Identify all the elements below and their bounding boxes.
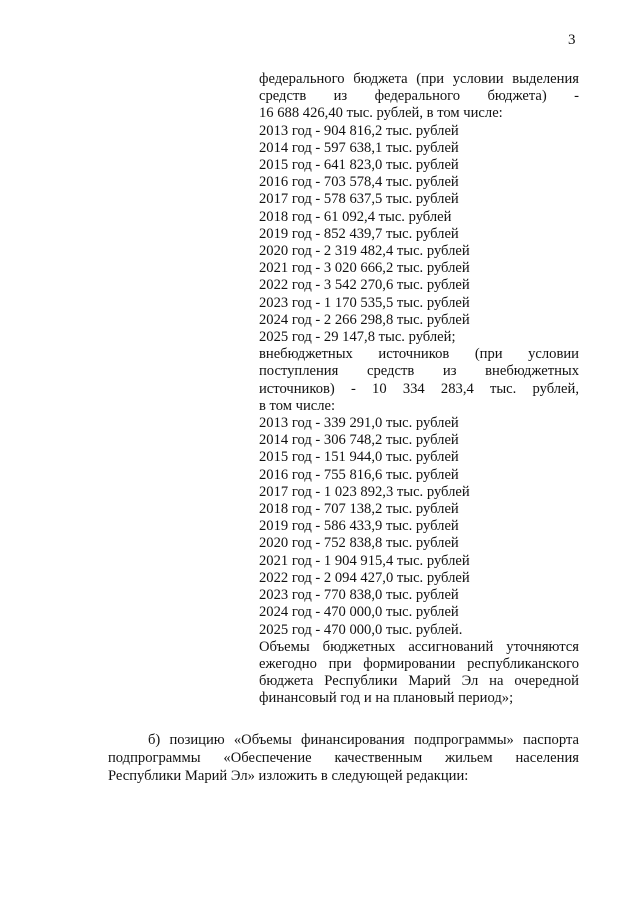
federal-year-2022: 2022 год - 3 542 270,6 тыс. рублей <box>259 277 470 294</box>
page-number: 3 <box>568 32 576 48</box>
extrabudget-year-2013: 2013 год - 339 291,0 тыс. рублей <box>259 415 459 432</box>
funding-column <box>259 71 579 708</box>
text-line: б) позицию «Объемы финансирования подпрограммы» паспорта <box>148 732 579 748</box>
federal-year-2024: 2024 год - 2 266 298,8 тыс. рублей <box>259 311 470 328</box>
federal-year-2021: 2021 год - 3 020 666,2 тыс. рублей <box>259 260 470 277</box>
text-line: средств из федерального бюджета) - <box>259 88 579 105</box>
text-line: источников) - 10 334 283,4 тыс. рублей, <box>259 380 579 397</box>
text-line: финансовый год и на плановый период»; <box>259 690 514 707</box>
text-line: федерального бюджета (при условии выделения <box>259 71 579 87</box>
federal-year-2020: 2020 год - 2 319 482,4 тыс. рублей <box>259 243 470 260</box>
extrabudget-year-2024: 2024 год - 470 000,0 тыс. рублей <box>259 604 459 621</box>
federal-year-2014: 2014 год - 597 638,1 тыс. рублей <box>259 139 459 156</box>
extrabudget-year-2018: 2018 год - 707 138,2 тыс. рублей <box>259 501 459 518</box>
text-line: подпрограммы «Обеспечение качественным жильем населения <box>108 749 579 766</box>
text-line: внебюджетных источников (при условии <box>259 346 579 363</box>
text-line: бюджета Республики Марий Эл на очередной <box>259 673 579 690</box>
federal-year-2017: 2017 год - 578 637,5 тыс. рублей <box>259 191 459 208</box>
federal-year-2015: 2015 год - 641 823,0 тыс. рублей <box>259 157 459 174</box>
extrabudget-year-2019: 2019 год - 586 433,9 тыс. рублей <box>259 518 459 535</box>
extrabudget-year-2017: 2017 год - 1 023 892,3 тыс. рублей <box>259 483 470 500</box>
extrabudget-year-2021: 2021 год - 1 904 915,4 тыс. рублей <box>259 552 470 569</box>
extrabudget-year-2025: 2025 год - 470 000,0 тыс. рублей. <box>259 621 463 638</box>
text-line: поступления средств из внебюджетных <box>259 363 579 380</box>
federal-year-2025: 2025 год - 29 147,8 тыс. рублей; <box>259 329 456 346</box>
text-line: ежегодно при формировании республиканского <box>259 655 579 672</box>
extrabudget-year-2016: 2016 год - 755 816,6 тыс. рублей <box>259 466 459 483</box>
federal-year-2016: 2016 год - 703 578,4 тыс. рублей <box>259 174 459 191</box>
federal-year-2019: 2019 год - 852 439,7 тыс. рублей <box>259 225 459 242</box>
federal-year-2023: 2023 год - 1 170 535,5 тыс. рублей <box>259 294 470 311</box>
text-line: 16 688 426,40 тыс. рублей, в том числе: <box>259 105 503 122</box>
extrabudget-year-2020: 2020 год - 752 838,8 тыс. рублей <box>259 535 459 552</box>
extrabudget-year-2023: 2023 год - 770 838,0 тыс. рублей <box>259 587 459 604</box>
extrabudget-year-2015: 2015 год - 151 944,0 тыс. рублей <box>259 449 459 466</box>
federal-year-2013: 2013 год - 904 816,2 тыс. рублей <box>259 122 459 139</box>
text-line: Республики Марий Эл» изложить в следующей редакции: <box>108 767 469 784</box>
federal-year-2018: 2018 год - 61 092,4 тыс. рублей <box>259 208 452 225</box>
extrabudget-year-2022: 2022 год - 2 094 427,0 тыс. рублей <box>259 569 470 586</box>
paragraph-b <box>108 732 579 785</box>
extrabudget-year-2014: 2014 год - 306 748,2 тыс. рублей <box>259 432 459 449</box>
text-line: Объемы бюджетных ассигнований уточняются <box>259 638 579 655</box>
text-line: в том числе: <box>259 397 336 414</box>
